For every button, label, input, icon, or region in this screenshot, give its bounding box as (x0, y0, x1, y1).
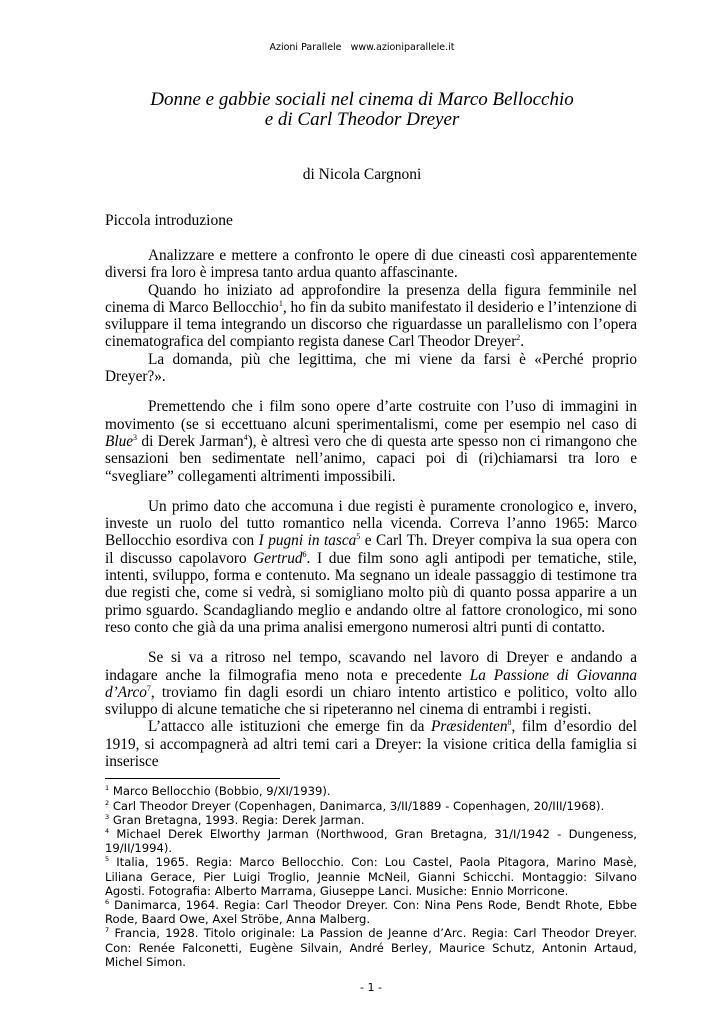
footnotes (105, 784, 637, 969)
page-header: Azioni Parallele www.azioniparallele.it (269, 42, 455, 53)
text-run: e Carl Th. Dreyer compiva la sua opera con il discusso capolavoro (105, 532, 637, 567)
footnote-text: Italia, 1965. Regia: Marco Bellocchio. Con: Lou Castel, Paola Pitagora, Marino Masè, Liliana Gerace, Pier Luigi Troglio, Jeannie McNeil, Gianni Schicchi. Montaggio: Silvano Agosti. Fotografia: Alberto Marrama, Giuseppe Lanci. Musiche: Ennio Morricone. (105, 855, 637, 898)
footnote-reference: 4 (243, 432, 248, 442)
footnote-reference: 7 (146, 683, 151, 693)
footnote-reference: 2 (516, 333, 521, 343)
footnote-text: Danimarca, 1964. Regia: Carl Theodor Dreyer. Con: Nina Pens Rode, Bendt Rhote, Ebbe Rode, Baard Owe, Axel Ströbe, Anna Malberg. (105, 897, 637, 927)
text-run: La domanda, più che legittima, che mi viene da farsi è «Perché proprio Dreyer?». (105, 350, 637, 386)
footnote-text: Marco Bellocchio (Bobbio, 9/XI/1939). (109, 784, 331, 799)
footnote-text: Carl Theodor Dreyer (Copenhagen, Danimarca, 3/II/1889 - Copenhagen, 20/III/1968). (109, 798, 605, 813)
footnote-text: Gran Bretagna, 1993. Regia: Derek Jarman. (109, 812, 365, 827)
page-number: - 1 - (360, 980, 382, 994)
footnote (105, 898, 637, 926)
text-run: . I due film sono agli antipodi per tematiche, stile, intenti, sviluppo, forma e contenuto. Ma segnano un ideale passaggio di testimone tra due registi che, come si vedrà, si somigliano molto più di quanto possa apparire a un primo sguardo. Scandagliando meglio e andando oltre al fattore cronologico, mi sono reso conto che già da una prima analisi emergono numerosi altri punti di contatto. (105, 549, 637, 636)
footnote-number: 1 (105, 784, 110, 793)
footnote-reference: 3 (133, 432, 138, 442)
paragraph (105, 649, 637, 718)
text-run: di Derek Jarman (137, 432, 244, 450)
film-title: Blue (105, 432, 134, 450)
text-run: . (520, 333, 525, 351)
footnote-reference: 6 (302, 549, 307, 559)
footnote-number: 5 (105, 855, 110, 864)
body-text (105, 247, 637, 770)
footnote-number: 7 (105, 926, 110, 935)
paragraph (105, 398, 637, 484)
film-title: La Passione di Giovanna d’Arco (105, 666, 637, 701)
paragraph (105, 247, 637, 282)
text-run: Un primo dato che accomuna i due registi è puramente cronologico e, invero, investe un ruolo del tutto romantico nella vicenda. Correva l’anno 1965: Marco Bellocchio esordiva con (105, 497, 637, 550)
film-title: I pugni in tasca (258, 532, 357, 550)
footnote-number: 3 (105, 812, 110, 821)
paragraph (105, 718, 637, 770)
paragraph (105, 498, 637, 636)
footnote-number: 6 (105, 897, 110, 906)
footnote-number: 4 (105, 826, 110, 835)
title-line-2: e di Carl Theodor Dreyer (264, 109, 460, 130)
paragraph (105, 351, 637, 386)
text-run: ), è altresì vero che di questa arte spesso non ci rimangono che sensazioni ben sedimentate nell’animo, capaci poi di (ri)chiamarsi tra loro e “svegliare” collegamenti altrimenti impossibili. (105, 432, 637, 485)
document-title (0, 90, 724, 130)
text-run: L’attacco alle istituzioni che emerge fin da (148, 718, 431, 736)
author-byline: di Nicola Cargnoni (302, 166, 422, 183)
text-run: , troviamo fin dagli esordi un chiaro intento artistico e politico, volto allo sviluppo di alcune tematiche che si ripeteranno nel cinema di entrambi i registi. (105, 683, 637, 719)
text-run: Se si va a ritroso nel tempo, scavando nel lavoro di Dreyer e andando a indagare anche la filmografia meno nota e precedente (105, 649, 637, 684)
text-run: , ho fin da subito manifestato il desiderio e l’intenzione di sviluppare il tema integrando un discorso che riguardasse un parallelismo con l’opera cinematografica del compianto regista danese Carl Theodor Dreyer (105, 298, 637, 351)
film-title: Præsidenten (431, 718, 508, 736)
footnote-number: 2 (105, 798, 110, 807)
footnote (105, 926, 637, 969)
footnote-reference: 5 (356, 532, 361, 542)
footnote (105, 799, 637, 813)
footnote (105, 784, 637, 798)
text-run: Quando ho iniziato ad approfondire la presenza della figura femminile nel cinema di Marco Bellocchio (105, 281, 637, 316)
film-title: Gertrud (253, 549, 303, 567)
footnote-reference: 1 (278, 298, 283, 308)
footnote (105, 827, 637, 855)
spacer (105, 770, 637, 778)
text-run: , film d’esordio del 1919, si accompagnerà ad altri temi cari a Dreyer: la visione critica della famiglia si inserisce (105, 718, 637, 771)
paragraph (105, 282, 637, 351)
footnote-text: Michael Derek Elworthy Jarman (Northwood, Gran Bretagna, 31/I/1942 - Dungeness, 19/II/1994). (105, 826, 637, 856)
text-run: Premettendo che i film sono opere d’arte costruite con l’uso di immagini in movimento (se si eccettuano alcuni sperimentalismi, come per esempio nel caso di (105, 398, 637, 433)
footnote (105, 813, 637, 827)
page-content (105, 247, 637, 995)
footnote (105, 855, 637, 898)
title-line-1: Donne e gabbie sociali nel cinema di Marco Bellocchio (150, 89, 574, 110)
footnote-text: Francia, 1928. Titolo originale: La Passion de Jeanne d’Arc. Regia: Carl Theodor Dreyer. Con: Renée Falconetti, Eugène Silvain, André Berley, Maurice Schutz, Antonin Artaud, Michel Simon. (105, 926, 637, 969)
section-heading: Piccola introduzione (105, 212, 233, 229)
footnote-divider (105, 778, 280, 779)
text-run: Analizzare e mettere a confronto le opere di due cineasti così apparentemente diversi fra loro è impresa tanto ardua quanto affascinante. (105, 247, 637, 282)
footnote-reference: 8 (507, 718, 512, 728)
